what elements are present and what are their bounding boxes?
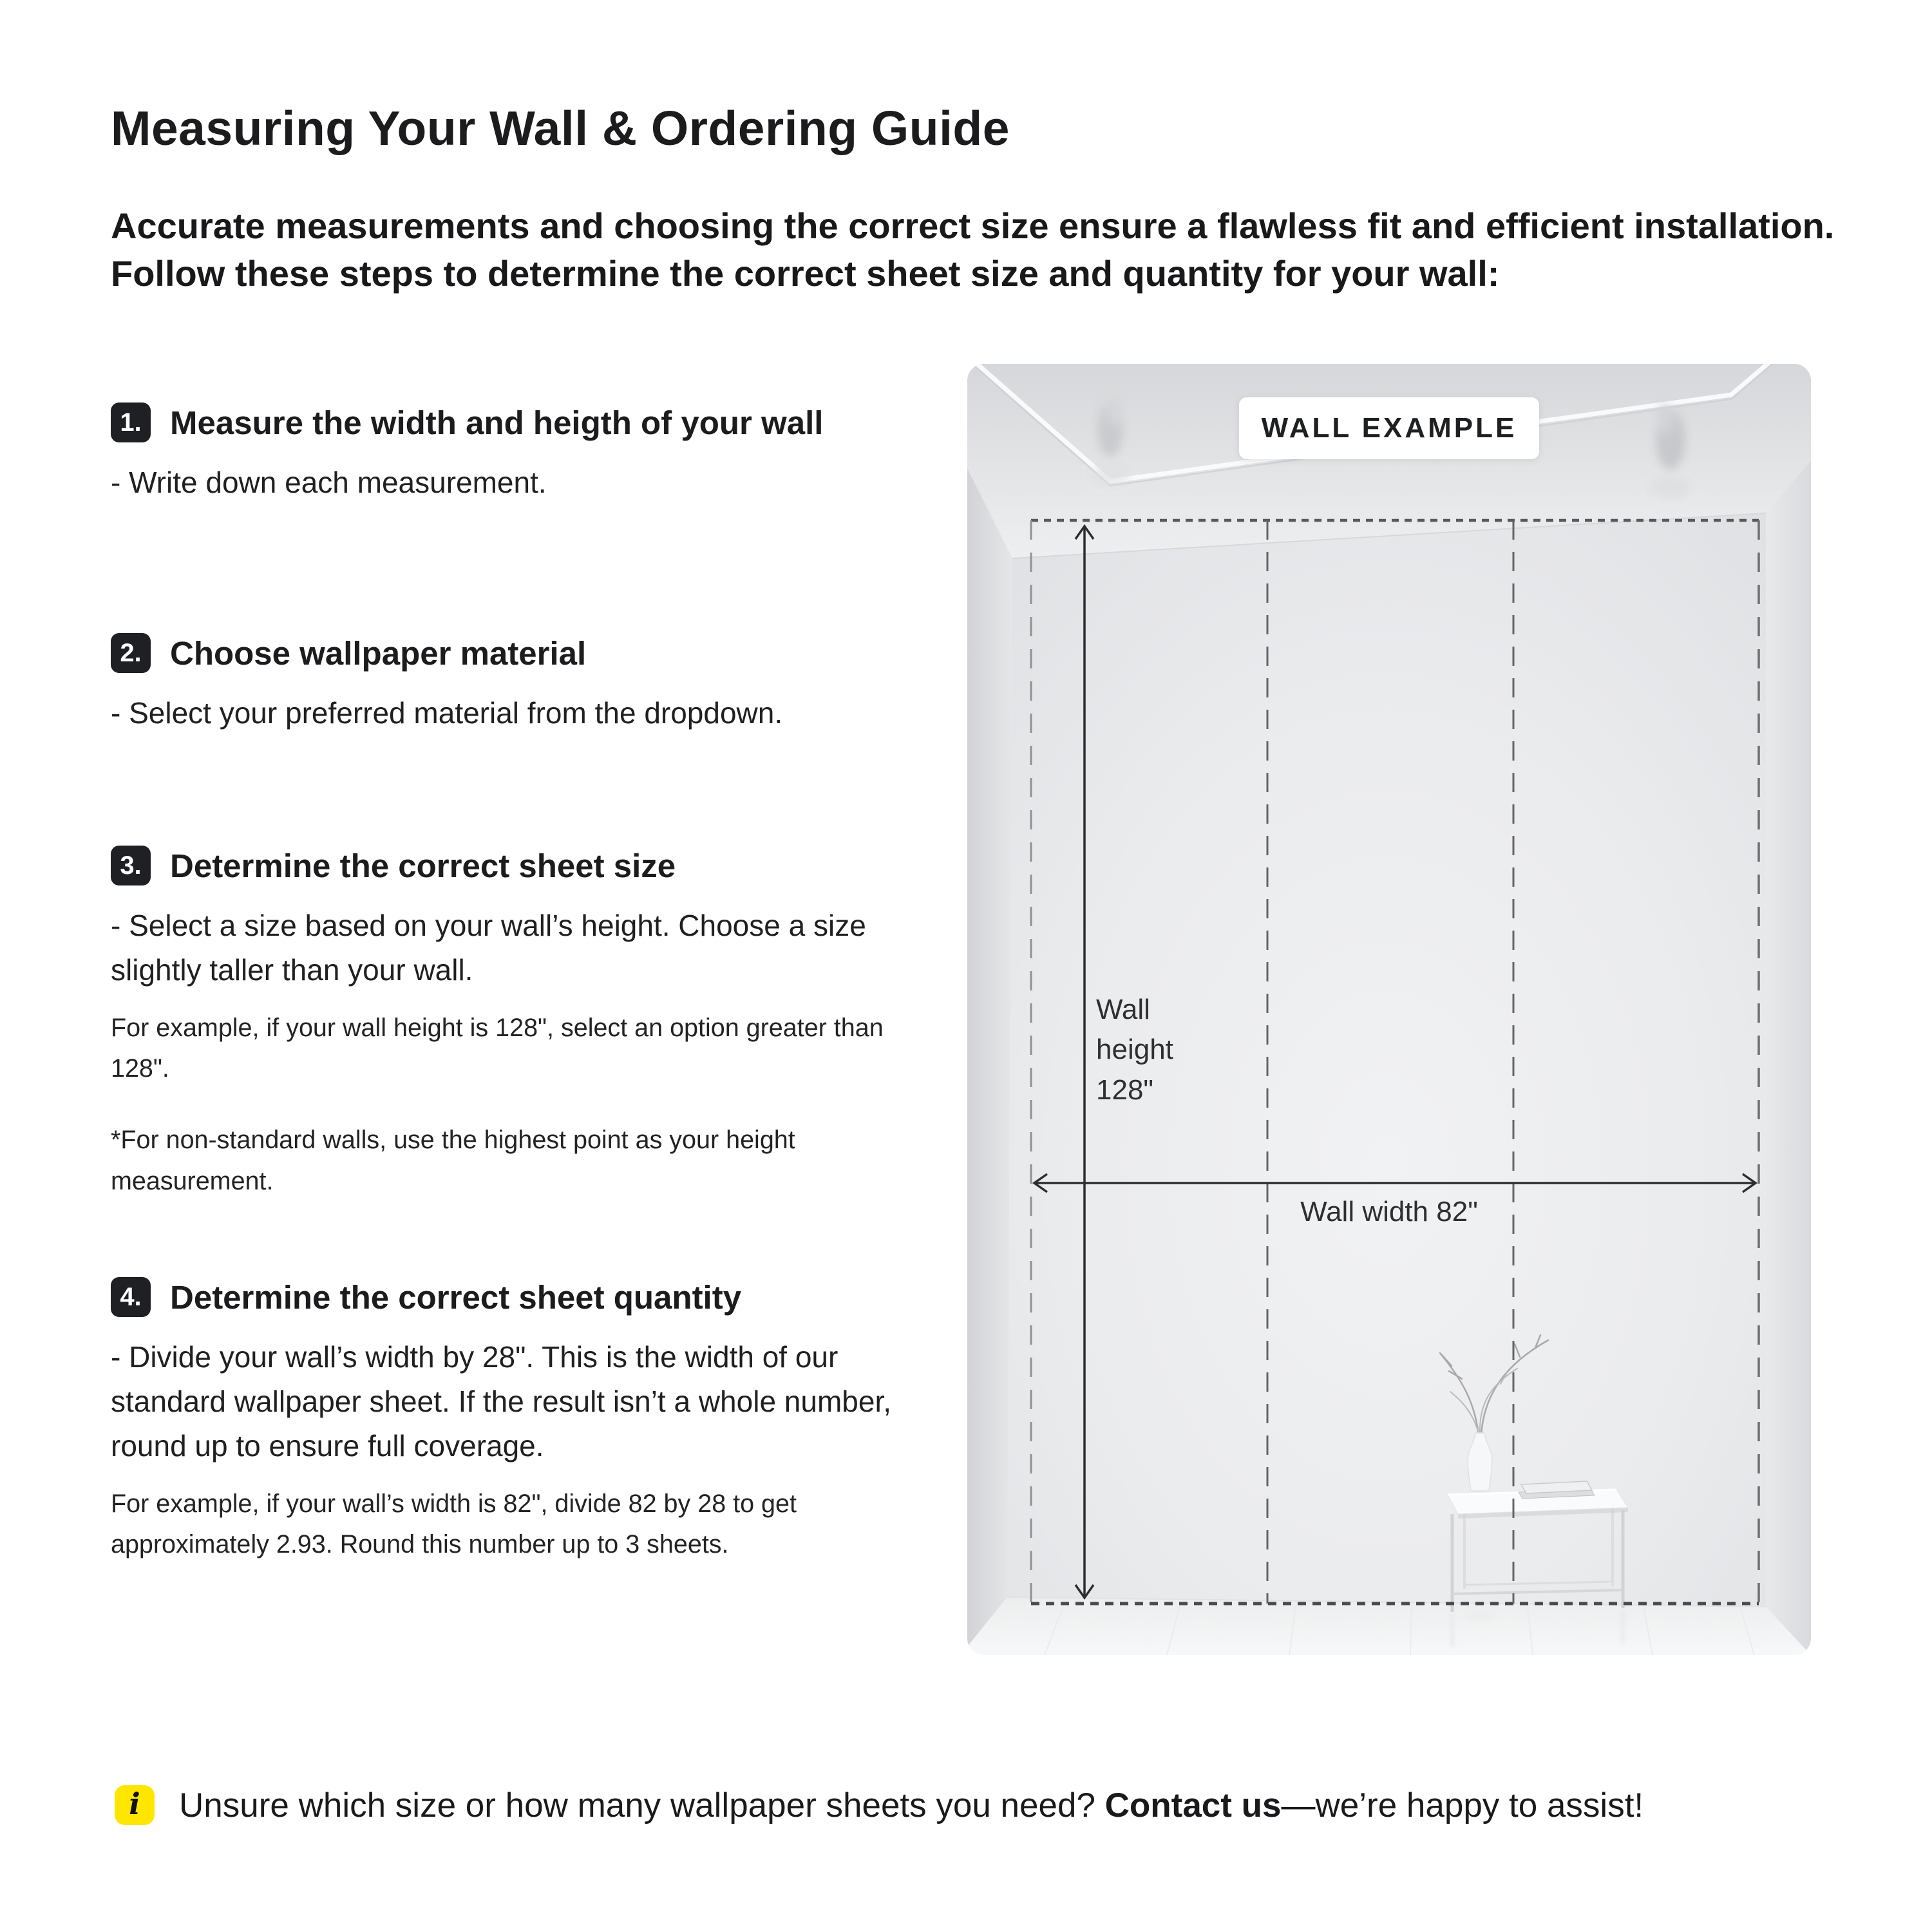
step-4-description: - Divide your wall’s width by 28". This is the width of our standard wallpaper sheet. If the result isn’t a whole number, round up to ensure full coverage.: [111, 1340, 892, 1463]
wall-example-badge-label: WALL EXAMPLE: [1261, 412, 1517, 444]
step-4-header: [111, 1277, 948, 1317]
step-2-header: [111, 633, 948, 673]
footer-text: [179, 1786, 1643, 1825]
wall-example-badge: [1239, 397, 1539, 459]
left-wall: [967, 468, 1012, 1647]
step-3-example: For example, if your wall height is 128", select an option greater than 128".: [111, 1014, 884, 1083]
intro-line-2: Follow these steps to determine the correct sheet size and quantity for your wall:: [111, 252, 1500, 294]
step-3-number: 3.: [120, 851, 142, 880]
step-1-number-badge: [111, 402, 151, 442]
footer-text-prefix: Unsure which size or how many wallpaper sheets you need?: [179, 1786, 1105, 1824]
contact-us-link[interactable]: Contact us: [1104, 1786, 1282, 1824]
step-2-number: 2.: [120, 638, 142, 667]
step-4-example: For example, if your wall’s width is 82", divide 82 by 28 to get approximately 2.93. Round this number up to 3 sheets.: [111, 1490, 797, 1559]
wall-width-label: Wall width 82": [1300, 1196, 1478, 1227]
step-1-header: [111, 402, 948, 442]
info-icon: i: [115, 1785, 155, 1825]
step-3-note: *For non-standard walls, use the highest point as your height measurement.: [111, 1126, 795, 1195]
step-1-title: Measure the width and heigth of your wall: [170, 404, 824, 441]
intro-text: [111, 202, 1834, 298]
wall-example-photo: [967, 364, 1811, 1655]
step-4-title: Determine the correct sheet quantity: [170, 1278, 742, 1316]
step-section-1: [111, 402, 948, 505]
wall-height-label-line2: height: [1096, 1034, 1173, 1066]
step-1-description: - Write down each measurement.: [111, 466, 547, 499]
step-3-title: Determine the correct sheet size: [170, 847, 676, 884]
page-title: Measuring Your Wall & Ordering Guide: [111, 101, 1010, 155]
step-section-3: [111, 846, 948, 1202]
step-3-number-badge: [111, 846, 151, 886]
step-3-header: [111, 846, 948, 886]
step-4-number: 4.: [120, 1282, 142, 1311]
room-illustration: [967, 364, 1811, 1655]
step-3-description: - Select a size based on your wall’s height. Choose a size slightly taller than your wall.: [111, 909, 866, 987]
step-section-2: [111, 633, 948, 735]
footer-note: [115, 1785, 1643, 1825]
books: [1519, 1481, 1595, 1499]
step-4-number-badge: [111, 1277, 151, 1317]
step-1-number: 1.: [120, 408, 142, 437]
step-section-4: [111, 1277, 948, 1565]
intro-line-1: Accurate measurements and choosing the correct size ensure a flawless fit and efficient installation.: [111, 205, 1835, 246]
wall-height-label-line3: 128": [1096, 1074, 1154, 1106]
step-2-number-badge: [111, 633, 151, 673]
wall-height-label: [1096, 990, 1173, 1110]
footer-text-suffix: —we’re happy to assist!: [1281, 1786, 1644, 1824]
step-2-title: Choose wallpaper material: [170, 634, 587, 672]
wall-height-label-line1: Wall: [1096, 994, 1150, 1025]
right-wall: [1766, 460, 1811, 1655]
step-2-description: - Select your preferred material from the dropdown.: [111, 696, 783, 730]
